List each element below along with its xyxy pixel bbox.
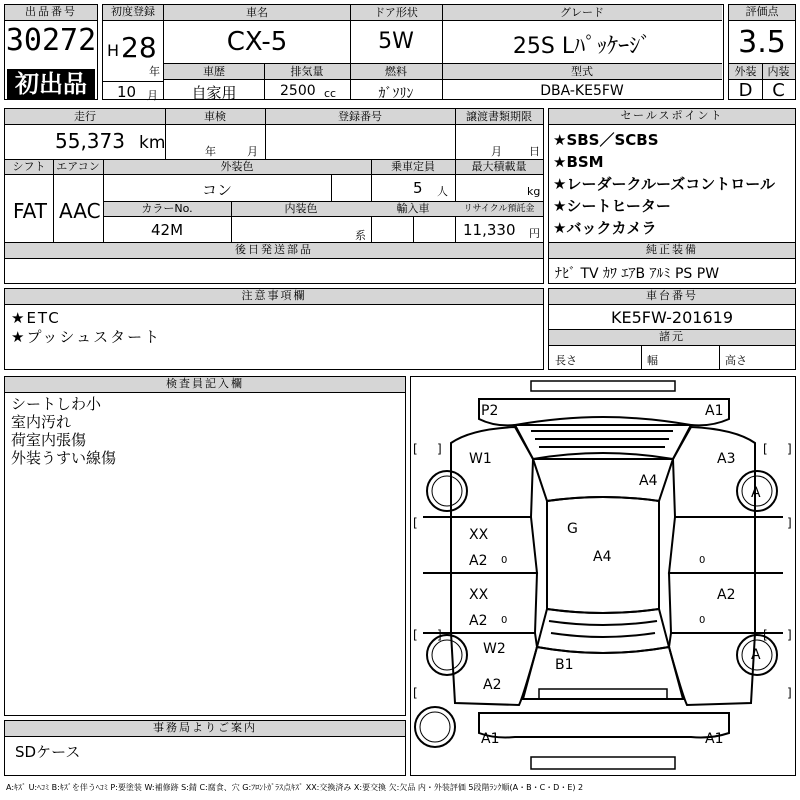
capacity: 5 bbox=[413, 179, 423, 197]
notes-box bbox=[4, 288, 544, 370]
inspector-item: 荷室内張傷 bbox=[11, 431, 87, 449]
sales-item: ★SBS／SCBS bbox=[553, 131, 659, 149]
dims-label: 諸元 bbox=[549, 330, 795, 346]
mark-front-right-fender: A3 bbox=[717, 451, 736, 467]
svg-text:]: ] bbox=[787, 442, 792, 456]
mark-front-left-door: A2 bbox=[469, 553, 488, 569]
inspector-list bbox=[11, 395, 116, 467]
lot-number: 30272 bbox=[5, 23, 97, 58]
shift-label: シフト bbox=[12, 160, 46, 173]
score: 3.5 bbox=[738, 25, 786, 60]
lot-label: 出品番号 bbox=[5, 5, 97, 21]
notes-list bbox=[11, 309, 161, 347]
displacement: 2500 bbox=[280, 83, 316, 99]
score-box bbox=[728, 4, 796, 100]
transfer-day-unit: 日 bbox=[529, 145, 540, 158]
int-grade: C bbox=[772, 80, 785, 101]
svg-text:]: ] bbox=[787, 516, 792, 530]
displacement-label: 排気量 bbox=[290, 65, 324, 78]
model-label: 型式 bbox=[571, 65, 593, 78]
inspector-item: 外装うすい線傷 bbox=[11, 449, 117, 467]
import-label: 輸入車 bbox=[396, 202, 430, 215]
transfer-month-unit: 月 bbox=[491, 145, 502, 158]
grade: 25S Lﾊﾟｯｹｰｼﾞ bbox=[512, 34, 652, 59]
ac-label: エアコン bbox=[56, 160, 100, 173]
door-label: ドア形状 bbox=[374, 6, 418, 19]
int-color-unit: 系 bbox=[355, 229, 366, 242]
sales-label: セールスポイント bbox=[549, 109, 795, 125]
sales-list bbox=[553, 129, 775, 239]
ac: AAC bbox=[59, 199, 101, 223]
mileage-unit: km bbox=[139, 133, 166, 153]
specs-box bbox=[4, 108, 544, 284]
int-color-label: 内装色 bbox=[284, 202, 318, 215]
inspector-label: 検査員記入欄 bbox=[5, 377, 405, 393]
later-parts-label: 後日発送部品 bbox=[5, 243, 543, 259]
inspector-box bbox=[4, 376, 406, 716]
mark-front-left-door-replaced: XX bbox=[469, 527, 489, 543]
office-box bbox=[4, 720, 406, 776]
equipment-list: ﾅﾋﾞ TV ｶﾜ ｴｱB ｱﾙﾐ PS PW bbox=[555, 266, 720, 282]
mark-front-bumper-right: A1 bbox=[705, 403, 724, 419]
mark-front-left-fender: W1 bbox=[469, 451, 492, 467]
mark-rear-right-door: A2 bbox=[717, 587, 736, 603]
mark-roof: A4 bbox=[593, 549, 612, 565]
month-unit: 月 bbox=[147, 89, 158, 102]
inspection-year-unit: 年 bbox=[205, 145, 216, 158]
svg-text:0: 0 bbox=[699, 615, 706, 626]
length-label: 長さ bbox=[555, 354, 577, 367]
mark-rear-left-fender: W2 bbox=[483, 641, 506, 657]
svg-text:0: 0 bbox=[699, 555, 706, 566]
inspector-item: 室内汚れ bbox=[11, 413, 72, 431]
reg-number-label: 登録番号 bbox=[338, 110, 382, 123]
reg-year: 28 bbox=[121, 31, 157, 64]
sales-item: ★BSM bbox=[553, 153, 604, 171]
svg-text:0: 0 bbox=[501, 555, 508, 566]
equipment-label: 純正装備 bbox=[549, 243, 795, 259]
mark-rear-left-door: A2 bbox=[469, 613, 488, 629]
score-label: 評価点 bbox=[729, 5, 795, 21]
sales-item: ★シートヒーター bbox=[553, 197, 671, 215]
svg-text:]: ] bbox=[437, 628, 442, 642]
damage-diagram bbox=[410, 376, 796, 776]
mark-rear-right-wheel: A bbox=[751, 647, 761, 663]
first-listing-badge: 初出品 bbox=[7, 69, 95, 99]
chassis-label: 車台番号 bbox=[549, 289, 795, 305]
car-outline-svg bbox=[411, 377, 795, 775]
year-unit: 年 bbox=[149, 65, 160, 78]
color-no: 42M bbox=[150, 221, 184, 239]
mark-trunk: B1 bbox=[555, 657, 574, 673]
recycle-fee: 11,330 bbox=[463, 221, 516, 239]
svg-text:[: [ bbox=[763, 442, 768, 456]
door-type: 5W bbox=[378, 29, 414, 54]
inspector-item: シートしわ小 bbox=[11, 395, 102, 413]
mark-rear-left-door-replaced: XX bbox=[469, 587, 489, 603]
grade-label: グレード bbox=[560, 6, 604, 19]
office-note: SDケース bbox=[15, 743, 81, 761]
mark-rear-bumper-right: A1 bbox=[705, 731, 724, 747]
capacity-unit: 人 bbox=[437, 185, 448, 198]
history-label: 車歴 bbox=[203, 65, 225, 78]
main-info-box bbox=[164, 4, 724, 100]
svg-text:[: [ bbox=[413, 442, 418, 456]
height-label: 高さ bbox=[725, 354, 747, 367]
lot-box bbox=[4, 4, 98, 100]
sales-points-box bbox=[548, 108, 796, 284]
chassis-box bbox=[548, 288, 796, 370]
inspection-label: 車検 bbox=[204, 110, 226, 123]
model-code: DBA-KE5FW bbox=[540, 83, 624, 99]
svg-text:[: [ bbox=[763, 628, 768, 642]
sales-item: ★レーダークルーズコントロール bbox=[553, 175, 775, 193]
displacement-unit: cc bbox=[324, 87, 337, 100]
svg-text:0: 0 bbox=[501, 615, 508, 626]
svg-text:]: ] bbox=[787, 628, 792, 642]
name-label: 車名 bbox=[246, 6, 268, 19]
int-label: 内装 bbox=[767, 65, 790, 78]
recycle-unit: 円 bbox=[529, 227, 540, 240]
chassis-number: KE5FW-201619 bbox=[610, 308, 733, 327]
svg-text:]: ] bbox=[787, 686, 792, 700]
body-color: コン bbox=[201, 181, 232, 199]
damage-legend: A:ｷｽﾞ U:ﾍｺﾐ B:ｷｽﾞを伴うﾍｺﾐ P:要塗装 W:補修跡 S:錆 C:腐食、穴 G:ﾌﾛﾝﾄｶﾞﾗｽ点ｷｽﾞ XX:交換済み X:要交換 欠:欠品 内・外装評価 5段階ﾗﾝｸ順(A・B・C・D・E) 2 bbox=[6, 783, 584, 792]
mark-hood: A4 bbox=[639, 473, 658, 489]
svg-text:[: [ bbox=[413, 686, 418, 700]
office-label: 事務局よりご案内 bbox=[5, 721, 405, 737]
ext-grade: D bbox=[738, 80, 753, 101]
fuel-label: 燃料 bbox=[385, 65, 407, 78]
note-item: ★プッシュスタート bbox=[11, 328, 162, 346]
color-no-label: カラーNo. bbox=[141, 202, 193, 215]
load-label: 最大積載量 bbox=[471, 160, 527, 173]
width-label: 幅 bbox=[647, 354, 658, 367]
color-label: 外装色 bbox=[220, 160, 254, 173]
capacity-label: 乗車定員 bbox=[391, 160, 435, 173]
fuel: ｶﾞｿﾘﾝ bbox=[378, 86, 414, 102]
transfer-label: 譲渡書類期限 bbox=[466, 110, 532, 123]
svg-text:]: ] bbox=[437, 442, 442, 456]
notes-label: 注意事項欄 bbox=[5, 289, 543, 305]
inspection-month-unit: 月 bbox=[247, 145, 258, 158]
first-registration-box bbox=[102, 4, 164, 100]
recycle-label: リサイクル預託金 bbox=[463, 204, 535, 214]
mileage-label: 走行 bbox=[74, 110, 96, 123]
note-item: ★ETC bbox=[11, 309, 61, 327]
svg-text:[: [ bbox=[413, 628, 418, 642]
mark-front-bumper-left: P2 bbox=[481, 403, 499, 419]
first-reg-label: 初度登録 bbox=[103, 5, 163, 21]
era: H bbox=[107, 41, 120, 60]
shift: FAT bbox=[13, 199, 48, 223]
load-unit: kg bbox=[527, 185, 541, 198]
mark-rear-left-quarter: A2 bbox=[483, 677, 502, 693]
mileage: 55,373 bbox=[55, 129, 125, 153]
ext-label: 外装 bbox=[734, 65, 757, 78]
car-name: CX-5 bbox=[226, 27, 288, 57]
history: 自家用 bbox=[191, 84, 237, 102]
mark-front-right-wheel: A bbox=[751, 485, 761, 501]
reg-month: 10 bbox=[117, 83, 137, 101]
svg-text:[: [ bbox=[413, 516, 418, 530]
mark-windshield: G bbox=[567, 521, 578, 537]
mark-rear-bumper-left: A1 bbox=[481, 731, 500, 747]
sales-item: ★バックカメラ bbox=[553, 219, 657, 237]
